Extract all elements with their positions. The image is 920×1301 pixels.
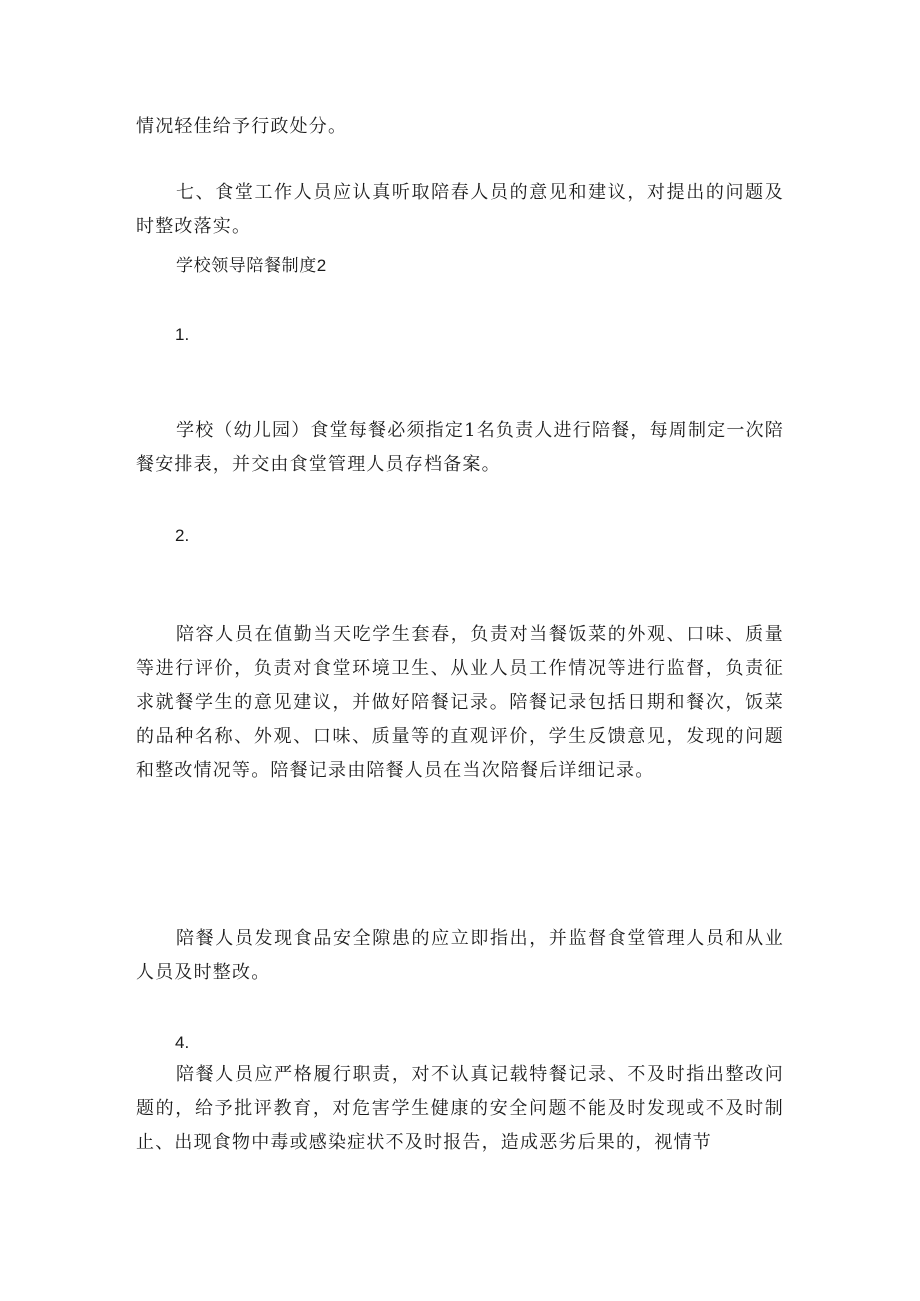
paragraph-item-2: 陪容人员在值勤当天吃学生套春，负责对当餐饭菜的外观、口味、质量等进行评价，负责对食堂环境卫生、从业人员工作情况等进行监督，负责征求就餐学生的意见建议，并做好陪餐记录。陪餐记录包括日期和餐次，饭菜的品种名称、外观、口味、质量等的直观评价，学生反馈意见，发现的问题和整改情况等。陪餐记录由陪餐人员在当次陪餐后详细记录。 (136, 624, 784, 781)
item-number-2: 2. (175, 526, 190, 545)
paragraph-rule-seven: 七、食堂工作人员应认真听取陪春人员的意见和建议，对提出的问题及时整改落实。 (136, 182, 784, 237)
paragraph-penalty-end: 情况轻佳给予行政处分。 (136, 116, 348, 137)
item-number-1: 1. (175, 325, 190, 344)
paragraph-item-1: 学校（幼儿园）食堂每餐必须指定1名负责人进行陪餐，每周制定一次陪餐安排表，并交由食堂管理人员存档备案。 (136, 420, 784, 475)
item-number-4: 4. (175, 1033, 190, 1052)
paragraph-item-4: 陪餐人员应严格履行职责，对不认真记载特餐记录、不及时指出整改问题的，给予批评教育，对危害学生健康的安全问题不能及时发现或不及时制止、出现食物中毒或感染症状不及时报告，造成恶劣后果的，视情节 (136, 1064, 784, 1153)
section-title: 学校领导陪餐制度2 (176, 256, 327, 275)
paragraph-item-3: 陪餐人员发现食品安全隙患的应立即指出，并监督食堂管理人员和从业人员及时整改。 (136, 928, 784, 983)
